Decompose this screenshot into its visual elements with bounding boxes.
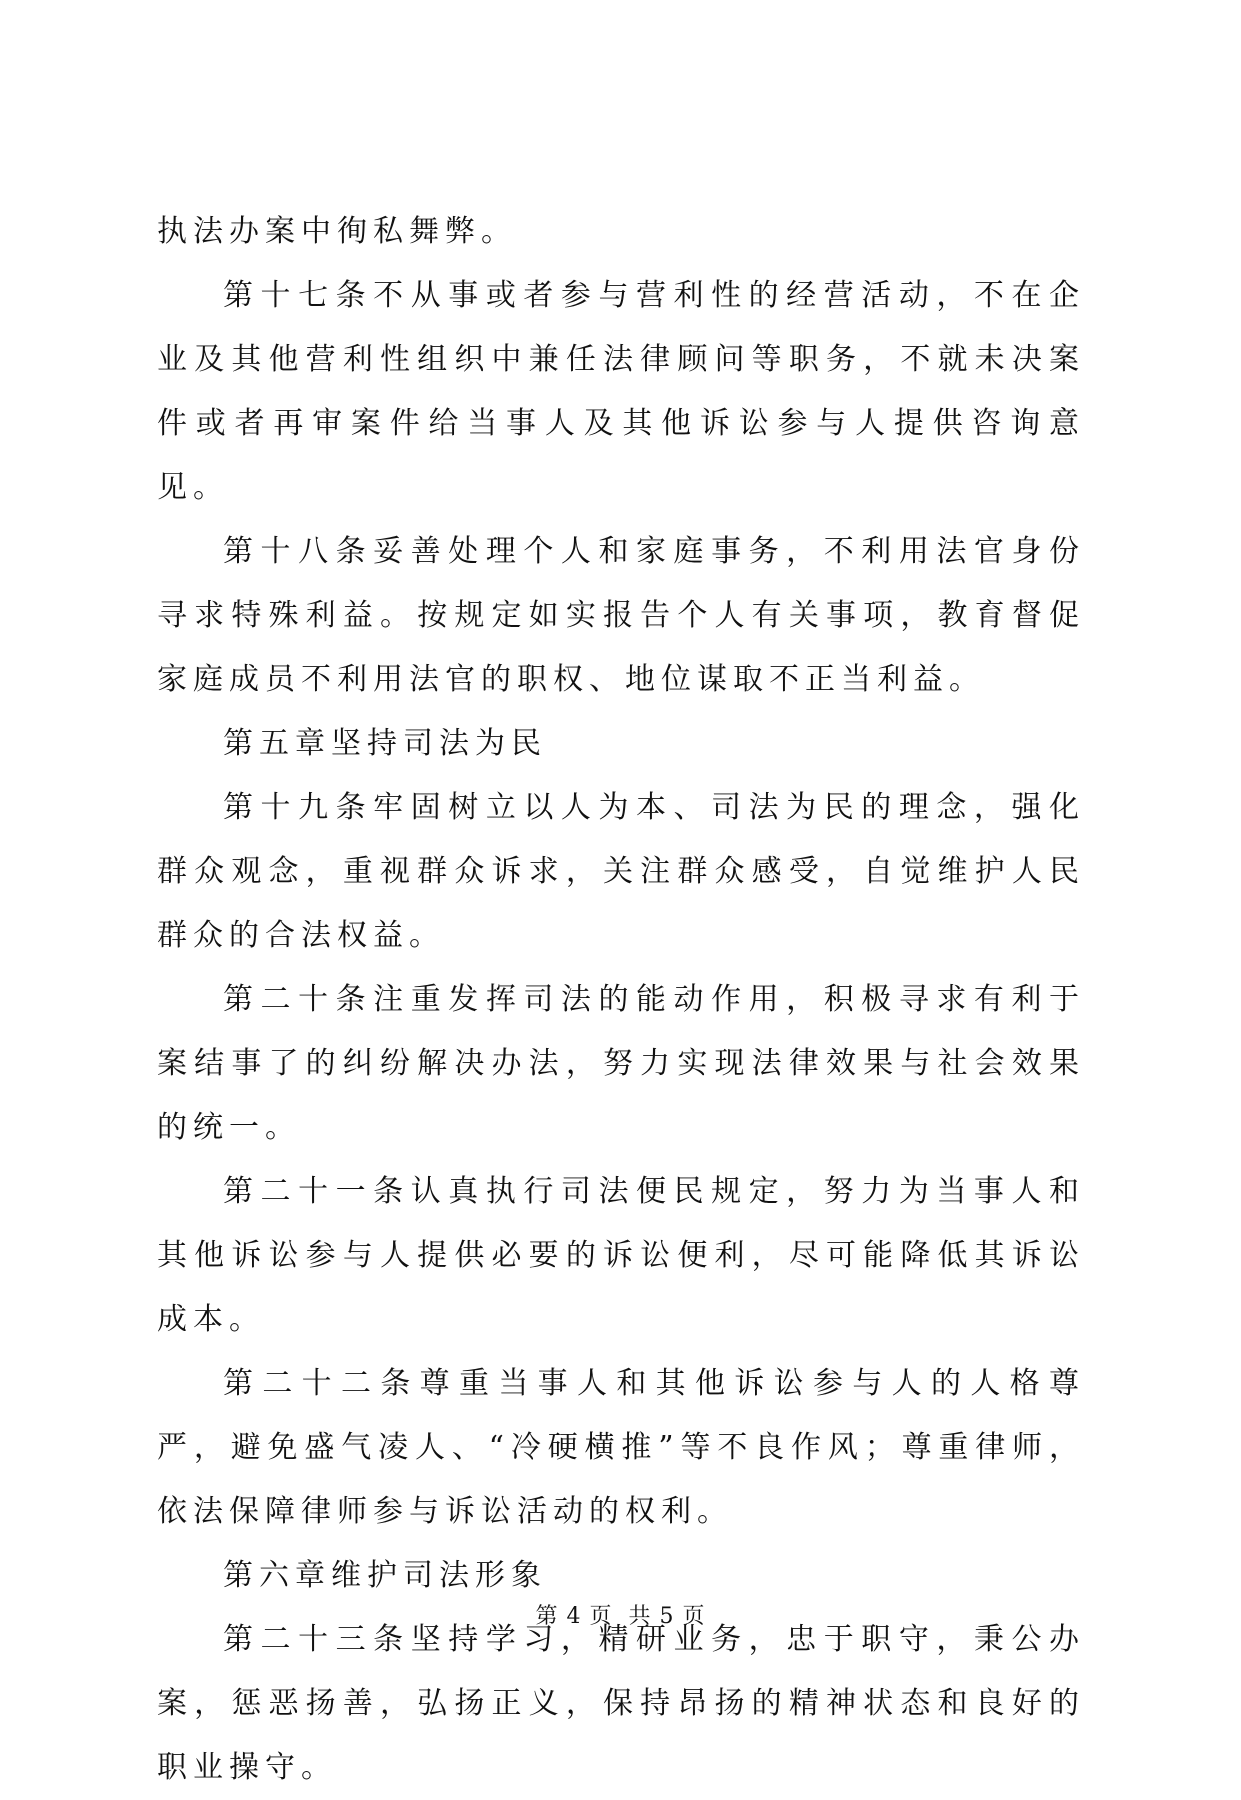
paragraph-article-17: 第十七条不从事或者参与营利性的经营活动，不在企业及其他营利性组织中兼任法律顾问等职务，不就未决案件或者再审案件给当事人及其他诉讼参与人提供咨询意见。 xyxy=(157,278,1085,505)
chapter-heading-5: 第五章坚持司法为民 xyxy=(223,726,547,761)
document-body xyxy=(157,200,1085,1800)
chapter-heading-6: 第六章维护司法形象 xyxy=(223,1558,547,1593)
paragraph: 执法办案中徇私舞弊。 xyxy=(157,214,517,249)
paragraph-article-18: 第十八条妥善处理个人和家庭事务，不利用法官身份寻求特殊利益。按规定如实报告个人有关事项，教育督促家庭成员不利用法官的职权、地位谋取不正当利益。 xyxy=(157,534,1085,697)
paragraph-article-21: 第二十一条认真执行司法便民规定，努力为当事人和其他诉讼参与人提供必要的诉讼便利，尽可能降低其诉讼成本。 xyxy=(157,1174,1085,1337)
page-number: 第 4 页 共 5 页 xyxy=(535,1604,706,1629)
paragraph-article-19: 第十九条牢固树立以人为本、司法为民的理念，强化群众观念，重视群众诉求，关注群众感受，自觉维护人民群众的合法权益。 xyxy=(157,790,1085,953)
paragraph-article-20: 第二十条注重发挥司法的能动作用，积极寻求有利于案结事了的纠纷解决办法，努力实现法律效果与社会效果的统一。 xyxy=(157,982,1085,1145)
paragraph-article-23: 第二十三条坚持学习，精研业务，忠于职守，秉公办案，惩恶扬善，弘扬正义，保持昂扬的精神状态和良好的职业操守。 xyxy=(157,1622,1085,1785)
page-footer xyxy=(0,1602,1241,1632)
paragraph-article-22: 第二十二条尊重当事人和其他诉讼参与人的人格尊严，避免盛气凌人、“冷硬横推”等不良作风；尊重律师，依法保障律师参与诉讼活动的权利。 xyxy=(157,1366,1085,1529)
